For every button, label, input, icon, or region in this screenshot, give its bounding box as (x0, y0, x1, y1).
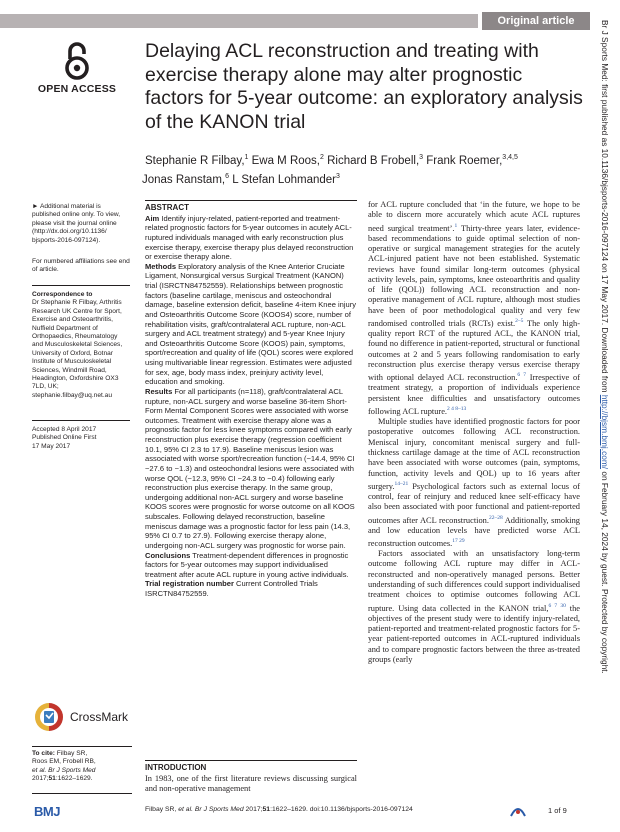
accepted-date: Accepted 8 April 2017 (32, 426, 97, 433)
author-affiliation: 3,4,5 (502, 154, 518, 161)
affiliations-note: For numbered affiliations see end of article. (32, 258, 130, 274)
author-affiliation: 1 (244, 154, 249, 161)
author-affiliation: 3 (336, 172, 340, 180)
text-run: Irrespective of treatment strategy, a proportion of individuals experience persistent knee difficulties and unsatisfactory outcomes following ACL rupture. (368, 373, 580, 416)
correspondence-text: Dr Stephanie R Filbay, Arthritis Research UK Centre for Sport, Exercise and Osteoarthritis, Nuffield Department of Orthopaedics, Rheumatology and Musculoskeletal Sciences, University of Oxford, Botnar Institute of Musculoskeletal Sciences, Windmill Road, Headington, Oxfordshire OX3 7LD, UK; stephanie.filbay@uq.net.au (32, 299, 123, 399)
trial-label: Trial registration number (145, 579, 234, 589)
correspondence-heading: Correspondence to (32, 291, 93, 298)
citation-line: Roos EM, Frobell RB, (32, 758, 96, 766)
citation-pages: :1622–1629. (55, 775, 93, 783)
article-title: Delaying ACL reconstruction and treating with exercise therapy alone may alter prognostic factors for 5-year outcome: an exploratory analysis of the KANON trial (145, 40, 583, 133)
footer-text: et al (178, 806, 192, 813)
reference[interactable]: 2 4 8–13 (447, 406, 467, 413)
header-rule (0, 14, 478, 28)
abstract-aim (145, 214, 357, 262)
open-access-lock-icon (64, 42, 90, 80)
crossmark-badge[interactable] (34, 700, 130, 738)
abstract (145, 200, 357, 599)
page-number: 1 of 9 (548, 806, 567, 815)
introduction-heading: INTRODUCTION (145, 760, 357, 772)
reference[interactable]: 14–21 (394, 480, 409, 487)
text-run: Thirty-three years later, evidence-based recommendations to guide optimal selection of non-operative or surgical management strategies for the acutely ACL-injured patient have not been established. Systematic reviews have found similar long-term outcomes (physical activity levels, pain, symptoms, knee osteoarthritis and quality of life (QOL)) following ACL reconstruction and non-operative management of ACL rupture, although most studies have been of poor methodological quality and very few randomised controlled trials (RCTs) exist. (368, 223, 580, 328)
methods-text: Exploratory analysis of the Knee Anterior Cruciate Ligament, Nonsurgical versus Surgical Treatment (KANON) trial (ISRCTN84752559). Relationships between prognostic factors (baseline cartilage, meniscus and osteochondral damage, baseline extension deficit, baseline 4-item Knee injury and Osteoarthritis Outcome Score (KOOS4) score, number of rehabilitation visits, graft/contralateral ACL rupture, non-ACL surgery and ACL treatment strategy) and 5-year Knee Injury and Osteoarthritis Outcome Score (KOOS) pain, symptoms, sport/recreation and quality of life (QOL) scores were explored using multivariable linear regression. Estimates were adjusted for sex, age, body mass index, preinjury activity level, education and smoking. (145, 261, 357, 387)
reference[interactable]: 1 (454, 222, 458, 229)
abstract-heading: ABSTRACT (145, 200, 357, 213)
download-notice (597, 20, 613, 820)
abstract-conclusions (145, 551, 357, 580)
citation-line: 2017; (32, 775, 49, 783)
author-list (142, 150, 585, 188)
footer-text: 2017; (243, 806, 263, 813)
text-run: Additionally, smoking and low education levels have predicted worse ACL reconstruction outcomes. (368, 515, 580, 548)
results-label: Results (145, 386, 173, 396)
citation-heading: To cite: (32, 750, 55, 757)
introduction (145, 760, 357, 794)
trial-text: Current Controlled Trials ISRCTN84752559. (145, 579, 318, 598)
citation-line: et al. Br J Sports Med (32, 766, 96, 774)
results-text: For all participants (n=118), graft/contralateral ACL rupture, non-ACL surgery and worse baseline 36-item Short-Form Mental Component Scores were associated with worse outcomes. Treatment with exercise therapy alone was a prognostic factor for less knee symptoms compared with early reconstruction plus exercise therapy (regression coefficient 10.1, 95% CI 2.3 to 17.9). Baseline meniscus lesion was associated with worse sport/recreation function (−14.4, 95% CI −27.6 to −1.3) and osteochondral lesions were associated with worse QOL (−12.3, 95% CI −24.3 to −0.4) following early reconstruction plus exercise therapy. In the same group, undergoing additional non-ACL surgery and worse baseline KOOS scores were prognostic for worse outcome on all KOOS subscales. Following delayed reconstruction, baseline meniscus damage was a prognostic factor for less pain (14.3, 95% CI 0.7 to 27.9). Following exercise therapy alone, undergoing non-ACL surgery was prognostic for worse pain. (145, 386, 355, 550)
reference[interactable]: 2–5 (515, 318, 524, 325)
reference[interactable]: 17 29 (452, 537, 465, 544)
bmj-logo: BMJ (34, 804, 60, 819)
author-affiliation: 6 (225, 172, 230, 180)
article-type-tag: Original article (482, 12, 590, 30)
author: Stephanie R Filbay, (145, 154, 245, 167)
citation-line: Filbay SR, (54, 750, 88, 757)
author: L Stefan Lohmander (229, 173, 336, 186)
citation-volume: 51 (48, 775, 56, 783)
conclusions-label: Conclusions (145, 550, 191, 560)
footer-volume: 51 (262, 806, 271, 813)
open-access-label: OPEN ACCESS (37, 83, 117, 95)
paragraph (368, 549, 580, 665)
page-header (0, 0, 592, 32)
text-run: the objectives of the present study were to identify injury-related, patient-reported and treatment-related prognostic factors for 5-year patient-reported outcomes in ACL-ruptured individuals and to compare prognostic factors between the three as-treated groups (early (368, 603, 581, 664)
page-footer (0, 800, 600, 830)
download-notice-text (600, 20, 610, 674)
introduction-text: In 1983, one of the first literature reviews discussing surgical and non-operative management (145, 774, 357, 794)
author-affiliation: 2 (320, 154, 324, 161)
published-label: Published Online First (32, 434, 97, 442)
reference[interactable]: 6 7 (517, 372, 526, 379)
crossmark-label: CrossMark (70, 710, 129, 724)
text-run: The only high-quality report RCT of the ruptured ACL, the KANON trial, found no difference in patient-reported, structural or functional outcomes at 2 and 5 years following randomisation to early reconstruction plus exercise therapy versus exercise therapy with optional delayed ACL reconstruction. (368, 318, 581, 383)
text-run: for ACL rupture concluded that ‘in the future, we hope to be able to discern more accurately which acute ACL ruptures need surgical treatment’. (368, 200, 580, 233)
basem-logo-icon (510, 804, 526, 818)
author: Jonas Ranstam, (142, 173, 226, 186)
author: Richard B Frobell, (323, 154, 420, 167)
abstract-results (145, 387, 357, 551)
text-run: Multiple studies have identified prognostic factors for poor postoperative outcomes following ACL reconstruction. Meniscal injury, concomitant meniscal surgery and full-thickness cartilage damage at the time of ACL reconstruction have been associated with worse outcomes (pain, symptoms, function, activity levels and QOL) up to 16 years after surgery. (368, 417, 580, 491)
sidebar-divider (32, 285, 130, 286)
crossmark-icon (34, 702, 64, 732)
aim-label: Aim (145, 213, 160, 223)
author-affiliation: 3 (419, 154, 424, 161)
reference[interactable]: 6 7 30 (548, 602, 566, 609)
abstract-trial (145, 579, 357, 598)
footer-text: :1622–1629. doi:10.1136/bjsports-2016-097124 (270, 806, 413, 813)
dates-block (32, 426, 130, 451)
additional-material-note: ► Additional material is published online only. To view, please visit the journal online (http://dx.doi.org/10.1136/ bjsports-2016-097124). (32, 203, 121, 244)
text-run: Factors associated with an unsatisfactory long-term outcome following ACL rupture may differ in ACL-reconstructed and non-operatively managed persons. Better understanding of such differences could support individualised treatment choices to optimise outcomes following ACL rupture. Using data collected in the KANON trial, (368, 549, 580, 613)
body-column (368, 200, 580, 665)
methods-label: Methods (145, 261, 177, 271)
author: Ewa M Roos, (248, 154, 320, 167)
footer-citation (145, 806, 445, 813)
author: Frank Roemer, (423, 154, 503, 167)
reference[interactable]: 22–28 (488, 514, 503, 521)
aim-text: Identify injury-related, patient-reported and treatment-related prognostic factors for 5-year outcomes in acutely ACL-ruptured individuals managed with early reconstruction plus exercise therapy, exercise therapy plus delayed reconstruction or exercise therapy alone. (145, 213, 354, 262)
notice-text: on February 14, 2024 by guest. Protected by copyright. (600, 469, 610, 674)
citation-box (32, 746, 132, 794)
notice-text: Br J Sports Med: first published as 10.1136/bjsports-2016-097124 on 17 May 2017. Downloaded from (600, 20, 610, 395)
published-date: 17 May 2017 (32, 442, 71, 450)
abstract-methods (145, 262, 357, 387)
sidebar-divider (32, 420, 130, 421)
footer-journal: . Br J Sports Med (191, 806, 244, 813)
text-run: Psychological factors such as external locus of control, fear of reinjury and reduced knee self-efficacy have also been associated with poor functional and patient-reported outcomes after ACL reconstruction. (368, 481, 580, 525)
open-access-badge (32, 42, 122, 95)
journal-link[interactable]: http://bjsm.bmj.com/ (600, 394, 610, 470)
paragraph (368, 200, 580, 417)
paragraph (368, 417, 580, 549)
footer-text: Filbay SR, (145, 806, 179, 813)
conclusions-text: Treatment-dependent differences in prognostic factors for 5-year outcomes may support individualised treatment after acute ACL rupture in young active individuals. (145, 550, 349, 579)
correspondence-block (32, 291, 130, 400)
